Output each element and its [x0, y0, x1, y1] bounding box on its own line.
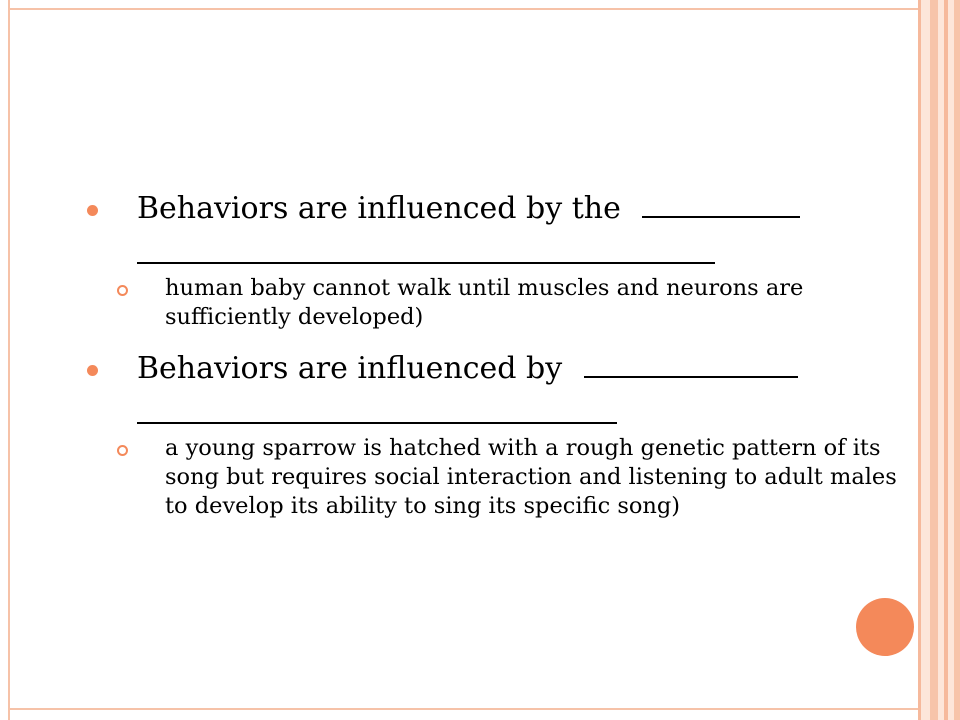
fill-in-blank — [137, 232, 715, 264]
stripe — [954, 0, 960, 720]
sub-bullet-1 — [82, 274, 902, 332]
bullet-ring-icon — [117, 445, 128, 456]
sub-bullet-2 — [82, 434, 902, 521]
bullet-1 — [82, 186, 902, 264]
frame-bottom-border — [8, 708, 920, 710]
stripe — [944, 0, 948, 720]
decorative-circle — [856, 598, 914, 656]
bullet-dot-icon — [87, 205, 98, 216]
bullet-2 — [82, 346, 902, 424]
stripe — [918, 0, 921, 720]
decorative-stripes — [918, 0, 960, 720]
frame-top-border — [8, 8, 920, 10]
frame-left-border — [8, 0, 10, 720]
slide-body — [82, 186, 902, 535]
bullet-1-text: Behaviors are influenced by the — [137, 191, 621, 226]
stripe — [930, 0, 938, 720]
bullet-ring-icon — [117, 285, 128, 296]
bullet-dot-icon — [87, 365, 98, 376]
sub-bullet-2-text: a young sparrow is hatched with a rough genetic pattern of its song but requires social interaction and listening to adult males to develop its ability to sing its specific song) — [165, 435, 897, 519]
fill-in-blank — [137, 392, 617, 424]
bullet-2-text: Behaviors are influenced by — [137, 351, 563, 386]
fill-in-blank — [642, 215, 800, 218]
fill-in-blank — [584, 375, 798, 378]
sub-bullet-1-text: human baby cannot walk until muscles and neurons are sufficiently developed) — [165, 275, 804, 330]
